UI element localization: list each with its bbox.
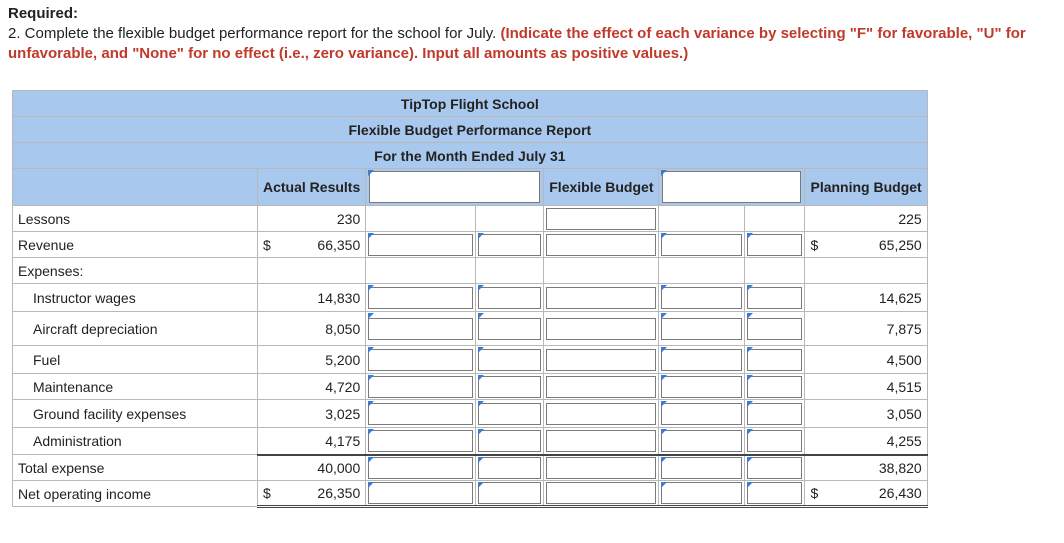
flexible-input[interactable] bbox=[544, 312, 659, 346]
dropdown-indicator-icon bbox=[478, 482, 484, 488]
actual-value: 4,720 bbox=[258, 374, 366, 400]
variance-effect-select[interactable] bbox=[476, 400, 544, 428]
row-expense bbox=[13, 374, 928, 400]
flexible-input[interactable] bbox=[544, 346, 659, 374]
row-label: Ground facility expenses bbox=[13, 400, 258, 428]
planning-value: 38,820 bbox=[805, 455, 927, 481]
variance-effect-select[interactable] bbox=[476, 346, 544, 374]
variance-input[interactable] bbox=[659, 232, 745, 258]
dropdown-indicator-icon bbox=[368, 313, 374, 319]
dropdown-indicator-icon bbox=[368, 347, 374, 353]
variance-input[interactable] bbox=[659, 312, 745, 346]
dropdown-indicator-icon bbox=[368, 170, 374, 176]
variance-effect-select[interactable] bbox=[745, 312, 805, 346]
variance-effect-select[interactable] bbox=[745, 284, 805, 312]
variance-input[interactable] bbox=[366, 428, 476, 455]
dropdown-indicator-icon bbox=[478, 429, 484, 435]
row-expense bbox=[13, 312, 928, 346]
dropdown-indicator-icon bbox=[478, 457, 484, 463]
dropdown-indicator-icon bbox=[478, 347, 484, 353]
row-expense bbox=[13, 346, 928, 374]
variance-input[interactable] bbox=[366, 400, 476, 428]
variance-effect-select[interactable] bbox=[476, 481, 544, 507]
flexible-input[interactable] bbox=[544, 428, 659, 455]
company-name: TipTop Flight School bbox=[13, 91, 928, 117]
variance-input[interactable] bbox=[659, 374, 745, 400]
dropdown-indicator-icon bbox=[478, 313, 484, 319]
row-revenue bbox=[13, 232, 928, 258]
dropdown-indicator-icon bbox=[661, 233, 667, 239]
actual-value: 3,025 bbox=[258, 400, 366, 428]
actual-value: $ 26,350 bbox=[258, 481, 366, 507]
planning-value: 4,515 bbox=[805, 374, 927, 400]
planning-value: 14,625 bbox=[805, 284, 927, 312]
variance-input[interactable] bbox=[366, 312, 476, 346]
row-label: Expenses: bbox=[13, 258, 258, 284]
dropdown-indicator-icon bbox=[661, 482, 667, 488]
variance-input[interactable] bbox=[659, 481, 745, 507]
dropdown-indicator-icon bbox=[478, 401, 484, 407]
planning-value: $ 65,250 bbox=[805, 232, 927, 258]
performance-report-table bbox=[12, 90, 928, 508]
col-planning-budget: Planning Budget bbox=[805, 169, 927, 206]
actual-value: 230 bbox=[258, 206, 366, 232]
variance-input[interactable] bbox=[366, 346, 476, 374]
planning-value: 4,500 bbox=[805, 346, 927, 374]
variance-input[interactable] bbox=[659, 346, 745, 374]
planning-value: 225 bbox=[805, 206, 927, 232]
flexible-input[interactable] bbox=[544, 284, 659, 312]
row-label: Instructor wages bbox=[13, 284, 258, 312]
dropdown-indicator-icon bbox=[368, 429, 374, 435]
expense-rows bbox=[13, 284, 928, 455]
variance-effect-select[interactable] bbox=[745, 428, 805, 455]
variance-effect-select[interactable] bbox=[745, 374, 805, 400]
instruction-plain: 2. Complete the flexible budget performance report for the school for July. bbox=[8, 25, 501, 42]
row-label: Lessons bbox=[13, 206, 258, 232]
planning-value: 7,875 bbox=[805, 312, 927, 346]
row-label: Net operating income bbox=[13, 481, 258, 507]
variance-input[interactable] bbox=[659, 400, 745, 428]
row-expense bbox=[13, 284, 928, 312]
dropdown-indicator-icon bbox=[747, 375, 753, 381]
variance-effect-select[interactable] bbox=[476, 232, 544, 258]
variance-effect-select[interactable] bbox=[745, 232, 805, 258]
actual-value: $ 66,350 bbox=[258, 232, 366, 258]
instruction-text bbox=[8, 24, 1058, 64]
variance-effect-select[interactable] bbox=[476, 284, 544, 312]
col-flexible-budget: Flexible Budget bbox=[544, 169, 659, 206]
variance-input[interactable] bbox=[366, 232, 476, 258]
dropdown-indicator-icon bbox=[747, 233, 753, 239]
dropdown-indicator-icon bbox=[368, 233, 374, 239]
planning-value: 3,050 bbox=[805, 400, 927, 428]
actual-value: 14,830 bbox=[258, 284, 366, 312]
dropdown-indicator-icon bbox=[368, 482, 374, 488]
dropdown-indicator-icon bbox=[661, 457, 667, 463]
dropdown-indicator-icon bbox=[368, 285, 374, 291]
dropdown-indicator-icon bbox=[747, 482, 753, 488]
instruction-note: (Indicate the effect of each variance by selecting "F" for favorable, "U" for unfavorable, and "None" for no effect (i.e., zero variance). Input all amounts as positive values.) bbox=[8, 25, 1026, 62]
header-select-2[interactable] bbox=[659, 169, 805, 206]
row-label: Fuel bbox=[13, 346, 258, 374]
dropdown-indicator-icon bbox=[661, 429, 667, 435]
variance-effect-select[interactable] bbox=[476, 455, 544, 481]
row-lessons bbox=[13, 206, 928, 232]
variance-effect-select[interactable] bbox=[745, 400, 805, 428]
planning-value: 4,255 bbox=[805, 428, 927, 455]
dropdown-indicator-icon bbox=[368, 457, 374, 463]
flexible-input[interactable] bbox=[544, 400, 659, 428]
dropdown-indicator-icon bbox=[747, 401, 753, 407]
planning-value: $ 26,430 bbox=[805, 481, 927, 507]
flexible-input[interactable] bbox=[544, 206, 659, 232]
dropdown-indicator-icon bbox=[661, 347, 667, 353]
dropdown-indicator-icon bbox=[661, 285, 667, 291]
variance-effect-select[interactable] bbox=[745, 346, 805, 374]
row-expense bbox=[13, 400, 928, 428]
flexible-input[interactable] bbox=[544, 374, 659, 400]
variance-input[interactable] bbox=[659, 428, 745, 455]
dropdown-indicator-icon bbox=[478, 375, 484, 381]
actual-value: 40,000 bbox=[258, 455, 366, 481]
variance-input[interactable] bbox=[366, 374, 476, 400]
actual-value: 8,050 bbox=[258, 312, 366, 346]
header-blank bbox=[13, 169, 258, 206]
actual-value: 4,175 bbox=[258, 428, 366, 455]
flexible-input[interactable] bbox=[544, 481, 659, 507]
col-actual-results: Actual Results bbox=[258, 169, 366, 206]
variance-input[interactable] bbox=[366, 481, 476, 507]
dropdown-indicator-icon bbox=[661, 401, 667, 407]
row-expenses-heading bbox=[13, 258, 928, 284]
row-expense bbox=[13, 428, 928, 455]
flexible-input[interactable] bbox=[544, 232, 659, 258]
variance-effect-select[interactable] bbox=[476, 312, 544, 346]
row-label: Revenue bbox=[13, 232, 258, 258]
report-period: For the Month Ended July 31 bbox=[13, 143, 928, 169]
actual-value: 5,200 bbox=[258, 346, 366, 374]
dropdown-indicator-icon bbox=[368, 401, 374, 407]
variance-effect-select[interactable] bbox=[745, 481, 805, 507]
required-heading: Required: bbox=[8, 5, 79, 22]
dropdown-indicator-icon bbox=[478, 285, 484, 291]
instructions bbox=[8, 4, 1058, 64]
variance-input[interactable] bbox=[659, 284, 745, 312]
variance-input[interactable] bbox=[659, 455, 745, 481]
variance-input[interactable] bbox=[366, 284, 476, 312]
dropdown-indicator-icon bbox=[747, 313, 753, 319]
dropdown-indicator-icon bbox=[478, 233, 484, 239]
variance-input[interactable] bbox=[366, 455, 476, 481]
row-label: Administration bbox=[13, 428, 258, 455]
row-label: Total expense bbox=[13, 455, 258, 481]
dropdown-indicator-icon bbox=[661, 170, 667, 176]
flexible-input[interactable] bbox=[544, 455, 659, 481]
dropdown-indicator-icon bbox=[661, 375, 667, 381]
dropdown-indicator-icon bbox=[747, 429, 753, 435]
variance-effect-select[interactable] bbox=[476, 428, 544, 455]
row-total-expense bbox=[13, 455, 928, 481]
dropdown-indicator-icon bbox=[747, 347, 753, 353]
header-select-1[interactable] bbox=[366, 169, 544, 206]
row-net-operating-income bbox=[13, 481, 928, 507]
dropdown-indicator-icon bbox=[368, 375, 374, 381]
dropdown-indicator-icon bbox=[747, 457, 753, 463]
report-title: Flexible Budget Performance Report bbox=[13, 117, 928, 143]
variance-effect-select[interactable] bbox=[745, 455, 805, 481]
variance-effect-select[interactable] bbox=[476, 374, 544, 400]
dropdown-indicator-icon bbox=[747, 285, 753, 291]
row-label: Maintenance bbox=[13, 374, 258, 400]
dropdown-indicator-icon bbox=[661, 313, 667, 319]
row-label: Aircraft depreciation bbox=[13, 312, 258, 346]
